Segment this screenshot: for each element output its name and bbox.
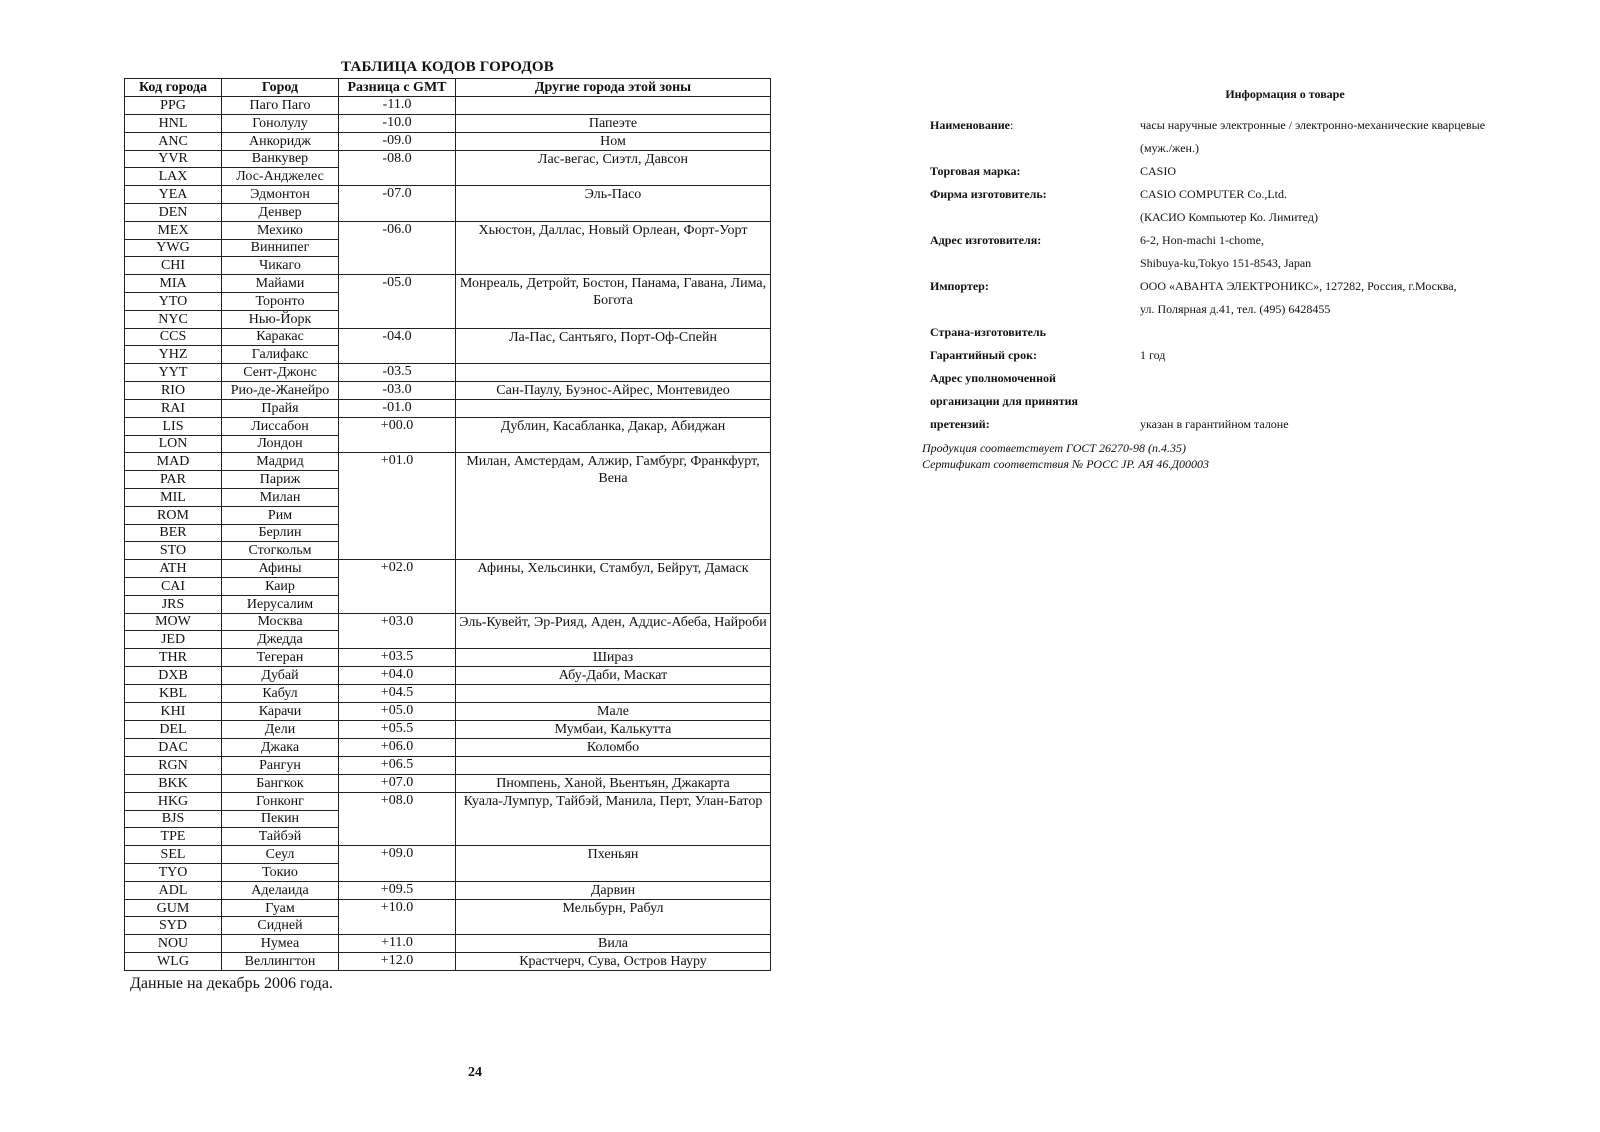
city-code-cell: ATH xyxy=(125,560,222,578)
city-code-cell: CCS xyxy=(125,328,222,346)
table-row xyxy=(125,221,771,239)
compliance-block xyxy=(922,440,1209,472)
info-value-line: CASIO xyxy=(1140,164,1177,178)
city-code-cell: PAR xyxy=(125,471,222,489)
info-value-line: CASIO COMPUTER Co.,Ltd. xyxy=(1140,187,1288,201)
other-cities-cell: Мале xyxy=(456,702,771,720)
gmt-offset-cell: +04.5 xyxy=(339,685,456,703)
info-value-line: указан в гарантийном талоне xyxy=(1140,417,1289,431)
table-row xyxy=(125,132,771,150)
info-value-line: (КАСИО Компьютер Ко. Лимитед) xyxy=(1140,210,1318,224)
city-name-cell: Берлин xyxy=(222,524,339,542)
info-value-line xyxy=(1140,390,1550,413)
info-label-text: претензий: xyxy=(930,417,990,431)
table-row xyxy=(125,899,771,917)
other-cities-cell: Дарвин xyxy=(456,881,771,899)
info-label xyxy=(930,413,1140,436)
gmt-offset-cell: -03.5 xyxy=(339,364,456,382)
info-values xyxy=(1140,367,1550,390)
info-label xyxy=(930,321,1140,344)
city-name-cell: Милан xyxy=(222,488,339,506)
info-label xyxy=(930,183,1140,229)
table-row xyxy=(125,275,771,293)
city-code-cell: JRS xyxy=(125,595,222,613)
city-code-cell: ADL xyxy=(125,881,222,899)
column-header-city: Город xyxy=(222,79,339,97)
table-row xyxy=(125,328,771,346)
city-code-cell: YHZ xyxy=(125,346,222,364)
table-row xyxy=(125,792,771,810)
city-code-cell: CHI xyxy=(125,257,222,275)
info-label xyxy=(930,229,1140,275)
info-label xyxy=(930,390,1140,413)
info-values xyxy=(1140,413,1550,436)
info-row xyxy=(930,413,1550,436)
city-name-cell: Гуам xyxy=(222,899,339,917)
gmt-offset-cell: +09.5 xyxy=(339,881,456,899)
table-row xyxy=(125,364,771,382)
city-code-cell: RAI xyxy=(125,399,222,417)
info-label-text: Фирма изготовитель: xyxy=(930,187,1047,201)
city-name-cell: Джака xyxy=(222,738,339,756)
city-code-cell: YVR xyxy=(125,150,222,168)
other-cities-cell xyxy=(456,364,771,382)
city-name-cell: Торонто xyxy=(222,292,339,310)
info-value-line: Shibuya-ku,Tokyo 151-8543, Japan xyxy=(1140,256,1312,270)
city-name-cell: Иерусалим xyxy=(222,595,339,613)
column-header-code: Код города xyxy=(125,79,222,97)
city-table-body xyxy=(125,96,771,970)
city-code-cell: MEX xyxy=(125,221,222,239)
table-row xyxy=(125,560,771,578)
city-code-cell: BJS xyxy=(125,810,222,828)
other-cities-cell: Эль-Кувейт, Эр-Рияд, Аден, Аддис-Абеба, Найроби xyxy=(456,613,771,649)
city-name-cell: Дубай xyxy=(222,667,339,685)
city-name-cell: Веллингтон xyxy=(222,953,339,971)
info-row xyxy=(930,275,1550,321)
city-name-cell: Гонолулу xyxy=(222,114,339,132)
gmt-offset-cell: +03.5 xyxy=(339,649,456,667)
city-code-cell: MIA xyxy=(125,275,222,293)
info-values xyxy=(1140,321,1550,344)
info-value-line: 6-2, Hon-machi 1-chome, xyxy=(1140,233,1264,247)
city-name-cell: Пекин xyxy=(222,810,339,828)
city-code-cell: MAD xyxy=(125,453,222,471)
gmt-offset-cell: -01.0 xyxy=(339,399,456,417)
city-code-cell: MOW xyxy=(125,613,222,631)
city-code-cell: HKG xyxy=(125,792,222,810)
city-code-cell: DEL xyxy=(125,720,222,738)
city-codes-table xyxy=(124,78,771,971)
city-name-cell: Бангкок xyxy=(222,774,339,792)
city-name-cell: Карачи xyxy=(222,702,339,720)
city-name-cell: Лос-Анджелес xyxy=(222,168,339,186)
other-cities-cell: Абу-Даби, Маскат xyxy=(456,667,771,685)
gmt-offset-cell: -09.0 xyxy=(339,132,456,150)
table-row xyxy=(125,846,771,864)
city-name-cell: Тегеран xyxy=(222,649,339,667)
city-code-cell: ANC xyxy=(125,132,222,150)
compliance-line: Продукция соответствует ГОСТ 26270-98 (п.4.35) xyxy=(922,441,1187,455)
table-row xyxy=(125,720,771,738)
city-name-cell: Паго Паго xyxy=(222,96,339,114)
other-cities-cell: Ла-Пас, Сантьяго, Порт-Оф-Спейн xyxy=(456,328,771,364)
gmt-offset-cell: -04.0 xyxy=(339,328,456,364)
city-name-cell: Гонконг xyxy=(222,792,339,810)
city-code-cell: RGN xyxy=(125,756,222,774)
other-cities-cell: Эль-Пасо xyxy=(456,186,771,222)
info-label-text: Гарантийный срок: xyxy=(930,348,1037,362)
other-cities-cell: Папеэте xyxy=(456,114,771,132)
gmt-offset-cell: +12.0 xyxy=(339,953,456,971)
city-name-cell: Майами xyxy=(222,275,339,293)
other-cities-cell: Дублин, Касабланка, Дакар, Абиджан xyxy=(456,417,771,453)
info-values xyxy=(1140,275,1550,321)
city-code-cell: ROM xyxy=(125,506,222,524)
info-label xyxy=(930,160,1140,183)
table-row xyxy=(125,756,771,774)
city-name-cell: Сент-Джонс xyxy=(222,364,339,382)
info-values xyxy=(1140,160,1550,183)
other-cities-cell xyxy=(456,399,771,417)
city-code-cell: KHI xyxy=(125,702,222,720)
info-label-text: Торговая марка: xyxy=(930,164,1021,178)
city-name-cell: Галифакс xyxy=(222,346,339,364)
info-row xyxy=(930,183,1550,229)
city-code-cell: BER xyxy=(125,524,222,542)
table-row xyxy=(125,935,771,953)
gmt-offset-cell: +06.5 xyxy=(339,756,456,774)
city-name-cell: Ванкувер xyxy=(222,150,339,168)
city-name-cell: Сеул xyxy=(222,846,339,864)
info-label-text: Импортер: xyxy=(930,279,989,293)
city-code-cell: DAC xyxy=(125,738,222,756)
city-code-cell: PPG xyxy=(125,96,222,114)
product-info-list xyxy=(930,114,1550,436)
gmt-offset-cell: -10.0 xyxy=(339,114,456,132)
info-label xyxy=(930,114,1140,160)
other-cities-cell xyxy=(456,756,771,774)
table-row xyxy=(125,150,771,168)
page-number: 24 xyxy=(468,1065,482,1080)
other-cities-cell: Вила xyxy=(456,935,771,953)
other-cities-cell: Мельбурн, Рабул xyxy=(456,899,771,935)
info-value-line xyxy=(1140,321,1550,344)
other-cities-cell: Сан-Паулу, Буэнос-Айрес, Монтевидео xyxy=(456,381,771,399)
city-name-cell: Кабул xyxy=(222,685,339,703)
info-values xyxy=(1140,183,1550,229)
city-code-cell: SEL xyxy=(125,846,222,864)
city-code-cell: TYO xyxy=(125,863,222,881)
other-cities-cell: Коломбо xyxy=(456,738,771,756)
table-row xyxy=(125,667,771,685)
table-row xyxy=(125,881,771,899)
info-label xyxy=(930,275,1140,321)
city-code-cell: NOU xyxy=(125,935,222,953)
other-cities-cell: Крастчерч, Сува, Остров Науру xyxy=(456,953,771,971)
table-row xyxy=(125,685,771,703)
table-header-row xyxy=(125,79,771,97)
city-name-cell: Денвер xyxy=(222,203,339,221)
city-code-cell: GUM xyxy=(125,899,222,917)
city-code-cell: SYD xyxy=(125,917,222,935)
column-header-other-cities: Другие города этой зоны xyxy=(456,79,771,97)
city-code-cell: LON xyxy=(125,435,222,453)
info-row xyxy=(930,367,1550,390)
gmt-offset-cell: +05.5 xyxy=(339,720,456,738)
city-code-cell: TPE xyxy=(125,828,222,846)
info-title: Информация о товаре xyxy=(1225,87,1345,101)
city-name-cell: Чикаго xyxy=(222,257,339,275)
gmt-offset-cell: +05.0 xyxy=(339,702,456,720)
city-code-cell: CAI xyxy=(125,577,222,595)
table-row xyxy=(125,774,771,792)
other-cities-cell: Милан, Амстердам, Алжир, Гамбург, Франкфурт, Вена xyxy=(456,453,771,560)
info-values xyxy=(1140,390,1550,413)
info-value-line xyxy=(1140,367,1550,390)
info-row xyxy=(930,321,1550,344)
city-name-cell: Аделаида xyxy=(222,881,339,899)
city-code-cell: STO xyxy=(125,542,222,560)
info-value-line: (муж./жен.) xyxy=(1140,141,1199,155)
city-name-cell: Рим xyxy=(222,506,339,524)
city-name-cell: Дели xyxy=(222,720,339,738)
city-name-cell: Лиссабон xyxy=(222,417,339,435)
other-cities-cell: Афины, Хельсинки, Стамбул, Бейрут, Дамаск xyxy=(456,560,771,613)
city-name-cell: Мехико xyxy=(222,221,339,239)
table-row xyxy=(125,702,771,720)
info-values xyxy=(1140,114,1550,160)
city-code-cell: WLG xyxy=(125,953,222,971)
info-row xyxy=(930,160,1550,183)
info-label-text: Страна-изготовитель xyxy=(930,325,1046,339)
info-label-text: организации для принятия xyxy=(930,394,1079,408)
city-code-cell: YEA xyxy=(125,186,222,204)
city-name-cell: Мадрид xyxy=(222,453,339,471)
other-cities-cell: Шираз xyxy=(456,649,771,667)
column-header-gmt: Разница с GMT xyxy=(339,79,456,97)
table-row xyxy=(125,399,771,417)
table-row xyxy=(125,649,771,667)
table-title: ТАБЛИЦА КОДОВ ГОРОДОВ xyxy=(341,59,554,75)
gmt-offset-cell: -06.0 xyxy=(339,221,456,274)
city-code-cell: MIL xyxy=(125,488,222,506)
city-name-cell: Эдмонтон xyxy=(222,186,339,204)
city-name-cell: Анкоридж xyxy=(222,132,339,150)
table-row xyxy=(125,738,771,756)
city-name-cell: Каир xyxy=(222,577,339,595)
city-name-cell: Нью-Йорк xyxy=(222,310,339,328)
gmt-offset-cell: -08.0 xyxy=(339,150,456,186)
compliance-line: Сертификат соответствия № РОСС JP. АЯ 46.Д00003 xyxy=(922,457,1210,471)
city-code-cell: DXB xyxy=(125,667,222,685)
other-cities-cell: Пномпень, Ханой, Вьентьян, Джакарта xyxy=(456,774,771,792)
city-name-cell: Сидней xyxy=(222,917,339,935)
info-values xyxy=(1140,344,1550,367)
table-row xyxy=(125,613,771,631)
city-name-cell: Париж xyxy=(222,471,339,489)
city-name-cell: Нумеа xyxy=(222,935,339,953)
gmt-offset-cell: +03.0 xyxy=(339,613,456,649)
info-label xyxy=(930,344,1140,367)
city-name-cell: Прайя xyxy=(222,399,339,417)
city-name-cell: Стогкольм xyxy=(222,542,339,560)
city-code-cell: YYT xyxy=(125,364,222,382)
gmt-offset-cell: -05.0 xyxy=(339,275,456,328)
other-cities-cell: Мумбаи, Калькутта xyxy=(456,720,771,738)
info-value-line: 1 год xyxy=(1140,348,1166,362)
city-code-cell: JED xyxy=(125,631,222,649)
city-code-cell: LIS xyxy=(125,417,222,435)
other-cities-cell xyxy=(456,685,771,703)
table-row xyxy=(125,417,771,435)
gmt-offset-cell: +04.0 xyxy=(339,667,456,685)
city-code-cell: KBL xyxy=(125,685,222,703)
table-row xyxy=(125,114,771,132)
info-label-text: Адрес изготовителя: xyxy=(930,233,1042,247)
gmt-offset-cell: +10.0 xyxy=(339,899,456,935)
info-label-text: Адрес уполномоченной xyxy=(930,371,1056,385)
info-row xyxy=(930,114,1550,160)
city-code-cell: THR xyxy=(125,649,222,667)
city-name-cell: Рио-де-Жанейро xyxy=(222,381,339,399)
other-cities-cell: Пхеньян xyxy=(456,846,771,882)
gmt-offset-cell: +08.0 xyxy=(339,792,456,845)
info-value-line: ООО «АВАНТА ЭЛЕКТРОНИКС», 127282, Россия, г.Москва, xyxy=(1140,279,1457,293)
gmt-offset-cell: +11.0 xyxy=(339,935,456,953)
table-row xyxy=(125,381,771,399)
info-row xyxy=(930,344,1550,367)
gmt-offset-cell: -07.0 xyxy=(339,186,456,222)
city-code-cell: DEN xyxy=(125,203,222,221)
city-code-cell: YTO xyxy=(125,292,222,310)
city-name-cell: Москва xyxy=(222,613,339,631)
city-name-cell: Токио xyxy=(222,863,339,881)
info-row xyxy=(930,229,1550,275)
city-code-cell: YWG xyxy=(125,239,222,257)
gmt-offset-cell: +07.0 xyxy=(339,774,456,792)
info-label-text: Наименование xyxy=(930,118,1010,132)
gmt-offset-cell: -11.0 xyxy=(339,96,456,114)
info-label xyxy=(930,367,1140,390)
city-name-cell: Джедда xyxy=(222,631,339,649)
city-code-cell: BKK xyxy=(125,774,222,792)
table-row xyxy=(125,453,771,471)
gmt-offset-cell: -03.0 xyxy=(339,381,456,399)
other-cities-cell: Хьюстон, Даллас, Новый Орлеан, Форт-Уорт xyxy=(456,221,771,274)
gmt-offset-cell: +06.0 xyxy=(339,738,456,756)
city-name-cell: Рангун xyxy=(222,756,339,774)
city-name-cell: Каракас xyxy=(222,328,339,346)
city-name-cell: Тайбэй xyxy=(222,828,339,846)
info-label-suffix: : xyxy=(1010,118,1014,132)
table-row xyxy=(125,953,771,971)
table-row xyxy=(125,186,771,204)
table-note: Данные на декабрь 2006 года. xyxy=(130,975,333,992)
other-cities-cell xyxy=(456,96,771,114)
city-name-cell: Афины xyxy=(222,560,339,578)
other-cities-cell: Лас-вегас, Сиэтл, Давсон xyxy=(456,150,771,186)
info-values xyxy=(1140,229,1550,275)
gmt-offset-cell: +01.0 xyxy=(339,453,456,560)
gmt-offset-cell: +02.0 xyxy=(339,560,456,613)
gmt-offset-cell: +09.0 xyxy=(339,846,456,882)
info-row xyxy=(930,390,1550,413)
other-cities-cell: Куала-Лумпур, Тайбэй, Манила, Перт, Улан-Батор xyxy=(456,792,771,845)
city-code-cell: HNL xyxy=(125,114,222,132)
info-value-line: ул. Полярная д.41, тел. (495) 6428455 xyxy=(1140,302,1331,316)
city-code-cell: LAX xyxy=(125,168,222,186)
table-row xyxy=(125,96,771,114)
other-cities-cell: Ном xyxy=(456,132,771,150)
city-name-cell: Лондон xyxy=(222,435,339,453)
gmt-offset-cell: +00.0 xyxy=(339,417,456,453)
city-name-cell: Виннипег xyxy=(222,239,339,257)
info-value-line: часы наручные электронные / электронно-механические кварцевые xyxy=(1140,118,1486,132)
city-code-cell: RIO xyxy=(125,381,222,399)
other-cities-cell: Монреаль, Детройт, Бостон, Панама, Гавана, Лима, Богота xyxy=(456,275,771,328)
city-code-cell: NYC xyxy=(125,310,222,328)
